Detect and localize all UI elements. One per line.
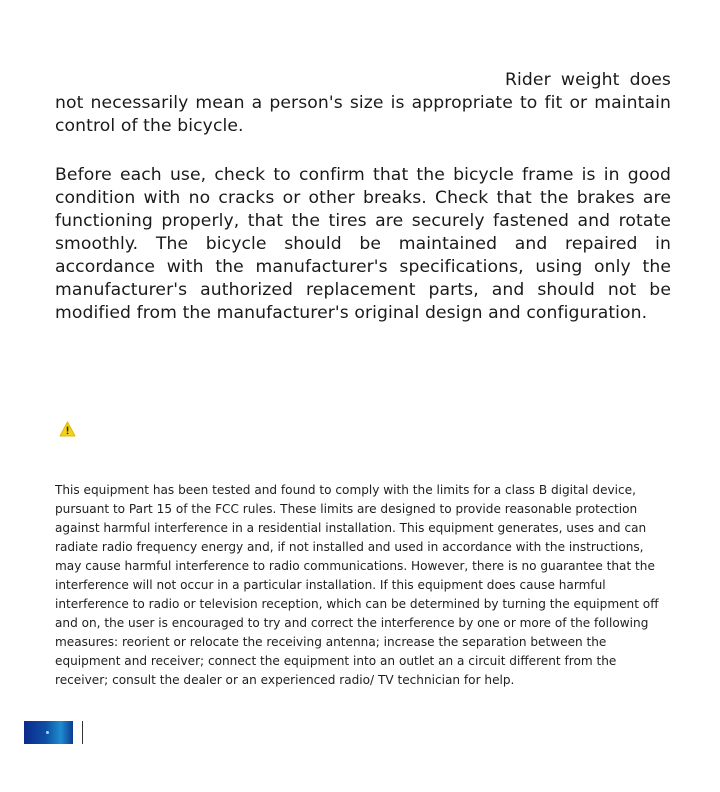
brand-logo	[24, 721, 73, 744]
fcc-compliance-statement: This equipment has been tested and found to comply with the limits for a class B digital device, pursuant to Part 15 of the FCC rules. These limits are designed to provide reasonable protection against harmful interference in a residential installation. This equipment generates, uses and can radiate radio frequency energy and, if not installed and used in accordance with the instructions, may cause harmful interference to radio communications. However, there is no guarantee that the interference will not occur in a particular installation. If this equipment does cause harmful interference to radio or television reception, which can be determined by turning the equipment off and on, the user is encouraged to try and correct the interference by one or more of the following measures: reorient or relocate the receiving antenna; increase the separation between the equipment and receiver; connect the equipment into an outlet an a circuit different from the receiver; consult the dealer or an experienced radio/ TV technician for help.	[55, 483, 659, 687]
pre-use-check-paragraph: Before each use, check to confirm that the bicycle frame is in good condition with no cracks or other breaks. Check that the brakes are functioning properly, that the tires are securely fastened and rotate smoothly. The bicycle should be maintained and repaired in accordance with the manufacturer's specifications, using only the manufacturer's authorized replacement parts, and should not be modified from the manufacturer's original design and configuration.	[55, 165, 671, 323]
warning-triangle-icon	[59, 421, 76, 437]
rider-weight-paragraph: Rider weight does not necessarily mean a person's size is appropriate to fit or maintain control of the bicycle.	[55, 70, 671, 136]
logo-highlight	[46, 731, 49, 734]
logo-divider	[82, 721, 83, 744]
